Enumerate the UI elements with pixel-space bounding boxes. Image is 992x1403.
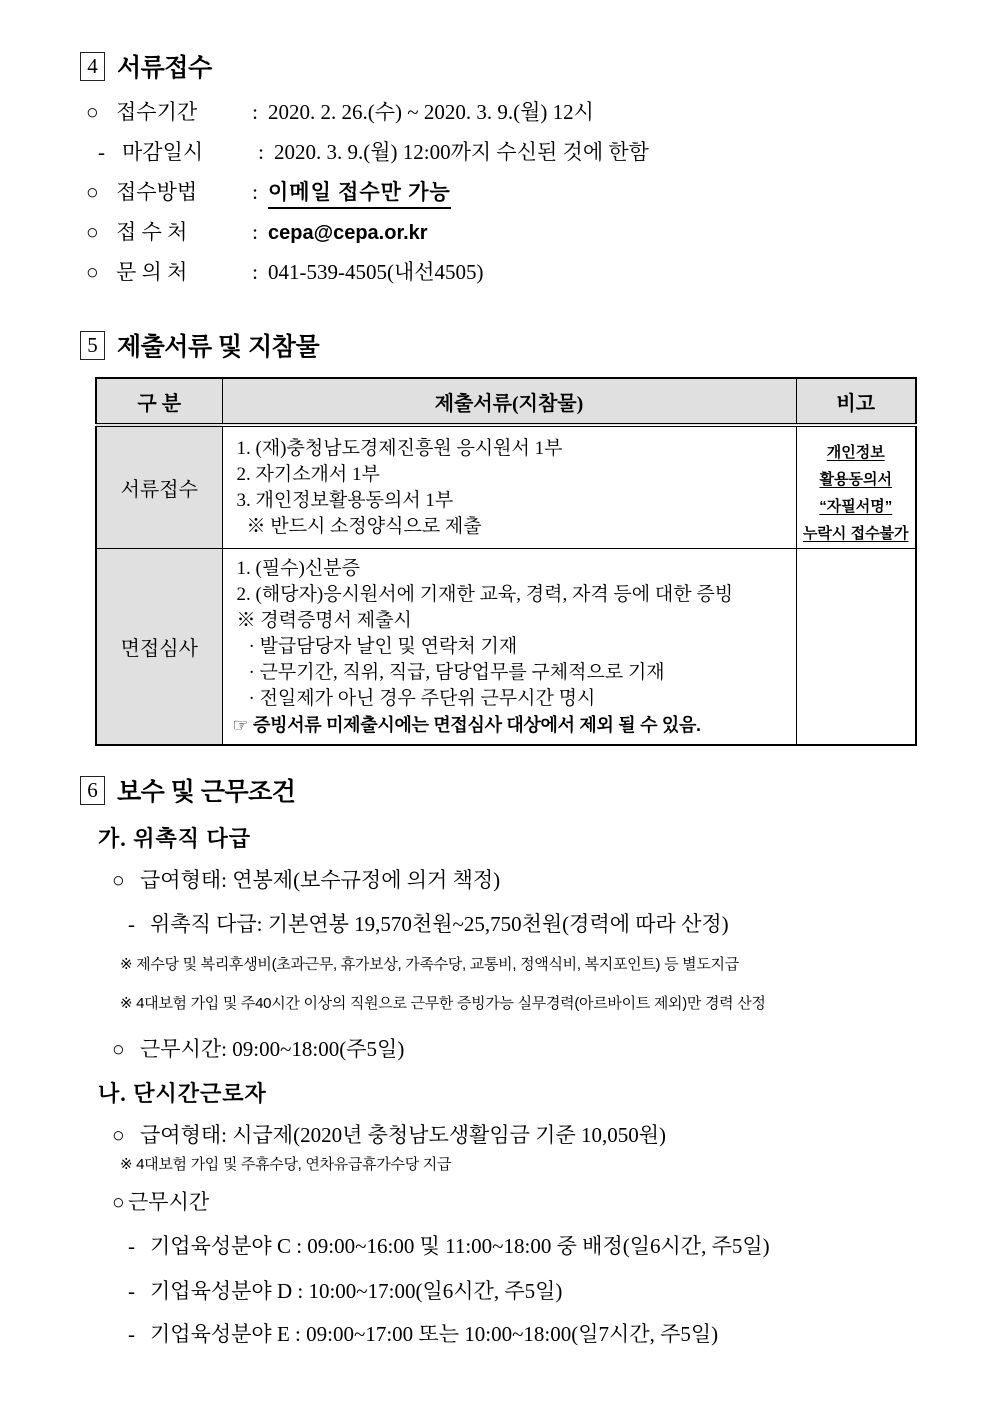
item-reception-period: ○ 접수기간 : 2020. 2. 26.(수) ~ 2020. 3. 9.(월) 12시 (86, 96, 922, 124)
circle-bullet: ○ (86, 180, 99, 204)
header-remarks: 비고 (796, 378, 916, 425)
circle-bullet: ○ (86, 100, 99, 124)
schedule-field-e: - 기업육성분야 E : 09:00~17:00 또는 10:00~18:00(일7시간, 주5일) (128, 1322, 719, 1346)
section-submission-documents (80, 329, 922, 746)
section-document-reception (80, 50, 922, 284)
section-4-heading (80, 50, 922, 82)
schedule-field-c: - 기업육성분야 C : 09:00~16:00 및 11:00~18:00 중 배정(일6시간, 주5일) (128, 1234, 770, 1258)
salary-type-line: ○ 급여형태: 연봉제(보수규정에 의거 책정) (112, 868, 501, 892)
salary-type-line: ○ 급여형태: 시급제(2020년 충청남도생활임금 기준 10,050원) (112, 1123, 667, 1147)
dash-bullet: - (98, 140, 105, 164)
row-remarks: 개인정보 활용동의서 “자필서명” 누락시 접수불가 (796, 425, 916, 549)
submission-documents-table (95, 377, 917, 746)
deadline-value: 2020. 3. 9.(월) 12:00까지 수신된 것에 한함 (274, 140, 649, 164)
work-hours-line: ○ 근무시간: 09:00~18:00(주5일) (112, 1037, 405, 1061)
header-category: 구 분 (96, 378, 222, 425)
reception-info-list (86, 96, 922, 284)
reception-period-value: 2020. 2. 26.(수) ~ 2020. 3. 9.(월) 12시 (268, 100, 594, 124)
dash-bullet: - (128, 1322, 135, 1346)
insurance-allowance-note: ※ 4대보험 가입 및 주휴수당, 연차유급휴가수당 지급 (120, 1156, 452, 1173)
item-contact-phone: ○ 문 의 처 : 041-539-4505(내선4505) (86, 256, 922, 284)
section-number-box: 5 (80, 331, 105, 360)
row-documents: 1. (재)충청남도경제진흥원 응시원서 1부 2. 자기소개서 1부 3. 개인정보활용동의서 1부 ※ 반드시 소정양식으로 제출 (222, 425, 796, 549)
submission-table-wrapper (95, 377, 922, 746)
circle-bullet: ○ (112, 1037, 125, 1061)
circle-bullet: ○ (86, 260, 99, 284)
dash-bullet: - (128, 912, 135, 936)
work-hours-heading-line: ○ 근무시간 (112, 1190, 210, 1214)
section-pay-and-conditions (80, 774, 922, 1346)
interview-warning-line: ☞ 증빙서류 미제출시에는 면접심사 대상에서 제외 될 수 있음. (232, 715, 701, 735)
insurance-career-note: ※ 4대보험 가입 및 주40시간 이상의 직원으로 근무한 증빙가능 실무경력(아르바이트 제외)만 경력 산정 (120, 995, 766, 1012)
table-header-row (96, 378, 916, 425)
row-documents: 1. (필수)신분증 2. (해당자)응시원서에 기재한 교육, 경력, 자격 등에 대한 증빙 ※ 경력증명서 제출시 · 발급담당자 날인 및 연락처 기재 · 근무기간, 직위, 직급, 담당업무를 구체적으로 기재 · 전일제가 아닌 경우 주단위 근무시간 명시 ☞ 증빙서류 미제출시에는 면접심사 대상에서 제외 될 수 있음. (222, 549, 796, 746)
section-title: 제출서류 및 지참물 (117, 333, 320, 361)
item-reception-email: ○ 접 수 처 : cepa@cepa.or.kr (86, 220, 428, 244)
header-documents: 제출서류(지참물) (222, 378, 796, 425)
item-reception-method: ○ 접수방법 : 이메일 접수만 가능 (86, 176, 922, 204)
row-remarks (796, 549, 916, 746)
section-number-box: 6 (80, 776, 105, 805)
section-title: 보수 및 근무조건 (117, 778, 296, 806)
subsection-heading: 가. 위촉직 다급 (98, 826, 252, 851)
contact-phone-value: 041-539-4505(내선4505) (268, 260, 484, 284)
circle-bullet: ○ (112, 1123, 125, 1147)
subsection-commissioned-staff (80, 822, 922, 1061)
section-number-box: 4 (80, 52, 105, 81)
row-category: 면접심사 (96, 549, 222, 746)
reception-method-value: 이메일 접수만 가능 (268, 176, 451, 209)
table-row-document-screening (96, 425, 916, 549)
section-title: 서류접수 (117, 54, 212, 82)
circle-bullet: ○ (86, 220, 99, 244)
salary-detail-line: - 위촉직 다급: 기본연봉 19,570천원~25,750천원(경력에 따라 산정) (128, 912, 729, 936)
reception-email-value: cepa@cepa.or.kr (268, 222, 428, 244)
row-category: 서류접수 (96, 425, 222, 549)
item-deadline: - 마감일시 : 2020. 3. 9.(월) 12:00까지 수신된 것에 한함 (86, 136, 922, 164)
dash-bullet: - (128, 1279, 135, 1303)
section-6-heading (80, 774, 922, 806)
subsection-heading: 나. 단시간근로자 (98, 1081, 267, 1106)
circle-bullet: ○ (112, 1190, 125, 1214)
allowance-note: ※ 제수당 및 복리후생비(초과근무, 휴가보상, 가족수당, 교통비, 정액식비, 복지포인트) 등 별도지급 (120, 956, 739, 973)
table-row-interview (96, 549, 916, 746)
dash-bullet: - (128, 1234, 135, 1258)
section-5-heading (80, 329, 922, 361)
subsection-part-time-worker (80, 1077, 922, 1346)
circle-bullet: ○ (112, 868, 125, 892)
schedule-field-d: - 기업육성분야 D : 10:00~17:00(일6시간, 주5일) (128, 1279, 563, 1303)
